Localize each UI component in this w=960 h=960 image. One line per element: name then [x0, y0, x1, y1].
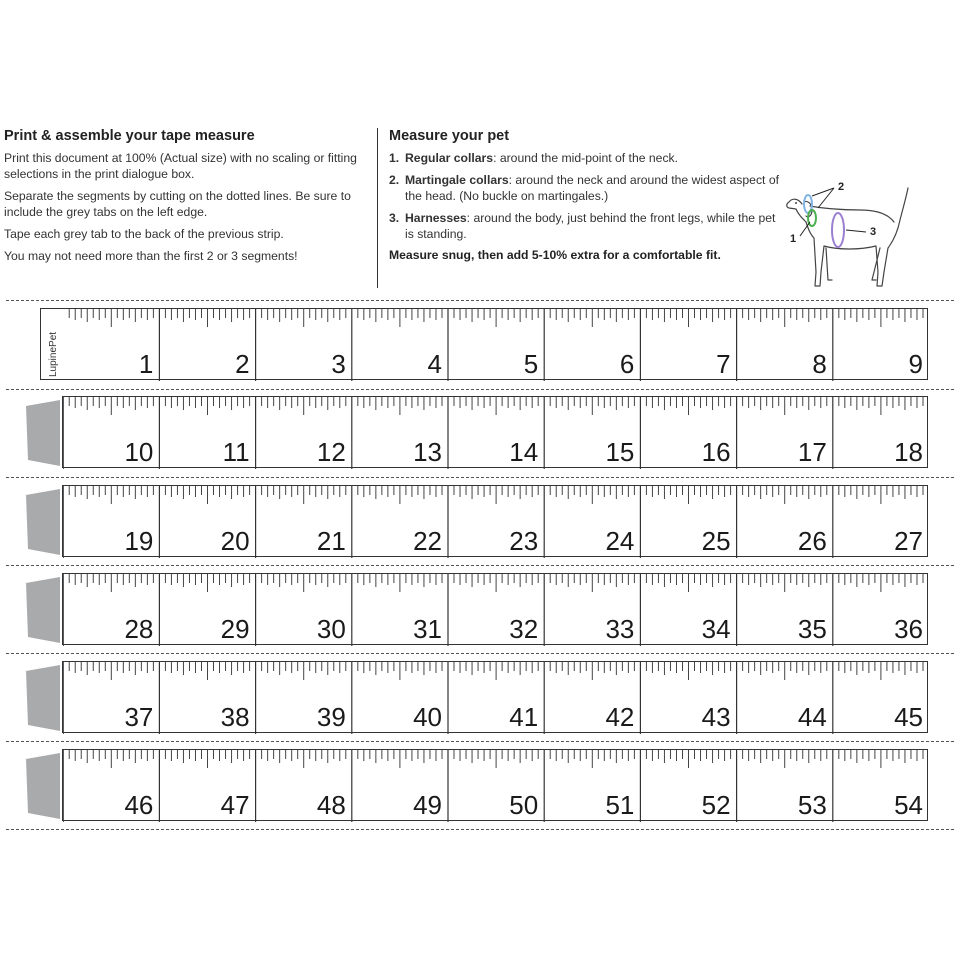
tape-number: 12	[316, 437, 346, 467]
tape-number: 21	[316, 526, 346, 556]
diagram-label-3: 3	[870, 226, 877, 238]
tape-number: 54	[894, 790, 923, 820]
tape-number: 37	[124, 702, 154, 732]
brand-text: LupinePet	[48, 331, 59, 377]
tape-number: 53	[797, 790, 827, 820]
tape-number: 8	[812, 349, 827, 379]
tape-number: 36	[894, 614, 923, 644]
tape-number: 4	[427, 349, 442, 379]
tape-number: 41	[509, 702, 539, 732]
tape-number: 14	[509, 437, 539, 467]
instruction-paragraph: Separate the segments by cutting on the dotted lines. Be sure to include the grey tabs on the left edge.	[4, 189, 351, 219]
tape-number: 28	[124, 614, 154, 644]
diagram-label-2: 2	[838, 181, 845, 193]
tape-number: 30	[316, 614, 346, 644]
tape-number: 11	[222, 437, 250, 467]
diagram-label-1: 1	[790, 233, 797, 245]
assembly-instructions	[4, 128, 370, 270]
tape-segment	[62, 485, 928, 557]
tape-strip	[0, 308, 960, 382]
tape-number: 46	[124, 790, 154, 820]
dog-eye	[795, 202, 797, 204]
measure-item-number: 3.	[389, 211, 400, 225]
tape-number: 27	[894, 526, 923, 556]
tape-number: 34	[701, 614, 731, 644]
tape-segment	[62, 661, 928, 733]
assembly-title: Print & assemble your tape measure	[4, 128, 255, 144]
tape-strip	[0, 661, 960, 735]
cut-line	[6, 300, 954, 301]
measure-item-text: : around the body, just behind the front legs, while the pet is standing.	[405, 211, 776, 241]
tape-number: 42	[605, 702, 635, 732]
tape-ruler	[63, 750, 929, 822]
tape-number: 1	[138, 349, 154, 379]
tape-number: 38	[220, 702, 250, 732]
grey-tab	[26, 489, 60, 555]
tape-segment	[62, 396, 928, 468]
grey-tab	[26, 577, 60, 643]
tape-number: 35	[797, 614, 827, 644]
harness-band	[832, 213, 844, 247]
tape-segment	[40, 308, 928, 380]
measure-item	[389, 172, 785, 204]
tape-number: 18	[894, 437, 923, 467]
measure-title: Measure your pet	[389, 128, 510, 144]
tape-number: 2	[235, 349, 250, 379]
measure-list	[389, 150, 809, 242]
tape-number: 19	[124, 526, 154, 556]
tape-number: 40	[413, 702, 442, 732]
tape-ruler	[63, 486, 929, 558]
tape-number: 43	[701, 702, 731, 732]
arrow-3	[846, 230, 866, 232]
measure-item-number: 1.	[389, 151, 400, 165]
fit-note: Measure snug, then add 5-10% extra for a comfortable fit.	[389, 248, 721, 262]
tape-number: 29	[220, 614, 250, 644]
tape-number: 5	[523, 349, 539, 379]
measure-item-term: Harnesses	[405, 211, 467, 225]
instruction-paragraph: Print this document at 100% (Actual size) with no scaling or fitting selections in the print dialogue box.	[4, 151, 357, 181]
measure-item-term: Regular collars	[405, 151, 494, 165]
tape-number: 24	[605, 526, 635, 556]
tape-number: 7	[716, 349, 731, 379]
dog-leg	[826, 248, 832, 280]
measure-instructions	[389, 128, 809, 262]
tape-segment	[62, 749, 928, 821]
tape-number: 26	[797, 526, 827, 556]
measure-item-term: Martingale collars	[405, 173, 509, 187]
tape-number: 50	[509, 790, 539, 820]
dog-back	[810, 206, 894, 222]
tape-ruler	[63, 574, 929, 646]
tape-number: 3	[331, 349, 346, 379]
tape-number: 17	[797, 437, 827, 467]
tape-strip	[0, 749, 960, 823]
tape-number: 22	[413, 526, 442, 556]
tape-number: 20	[220, 526, 250, 556]
cut-line	[6, 741, 954, 742]
cut-line	[6, 477, 954, 478]
tape-number: 48	[316, 790, 346, 820]
tape-number: 51	[605, 790, 635, 820]
cut-line	[6, 565, 954, 566]
tape-number: 52	[701, 790, 731, 820]
measure-item-text: : around the neck and around the widest aspect of the head. (No buckle on martingales.)	[405, 173, 779, 203]
instruction-paragraph: Tape each grey tab to the back of the previous strip.	[4, 227, 284, 241]
grey-tab	[26, 400, 60, 466]
tape-number: 9	[908, 349, 923, 379]
tape-number: 16	[701, 437, 731, 467]
tape-number: 25	[701, 526, 731, 556]
measure-item-number: 2.	[389, 173, 400, 187]
brand-mark	[43, 309, 61, 381]
tape-number: 49	[413, 790, 442, 820]
tape-number: 33	[605, 614, 635, 644]
tape-number: 31	[413, 614, 442, 644]
column-divider	[377, 128, 378, 288]
tape-number: 44	[797, 702, 827, 732]
tape-strip	[0, 573, 960, 647]
tape-number: 23	[509, 526, 539, 556]
cut-line	[6, 653, 954, 654]
measure-item	[389, 210, 785, 242]
tape-number: 32	[509, 614, 539, 644]
grey-tab	[26, 753, 60, 819]
tape-number: 47	[220, 790, 250, 820]
tape-number: 13	[413, 437, 442, 467]
tape-number: 6	[619, 349, 635, 379]
tape-ruler	[41, 309, 929, 381]
instruction-paragraph: You may not need more than the first 2 or 3 segments!	[4, 249, 298, 263]
grey-tab	[26, 665, 60, 731]
cut-line	[6, 389, 954, 390]
tape-number: 45	[894, 702, 923, 732]
dog-diagram	[780, 176, 920, 298]
tape-number: 39	[316, 702, 346, 732]
tape-number: 10	[124, 437, 154, 467]
tape-segment	[62, 573, 928, 645]
cut-line	[6, 829, 954, 830]
tape-ruler	[63, 662, 929, 734]
tape-strip	[0, 485, 960, 559]
tape-ruler	[63, 397, 929, 469]
measure-item	[389, 150, 809, 166]
measure-item-text: : around the mid-point of the neck.	[493, 151, 679, 165]
tape-number: 15	[605, 437, 635, 467]
tape-strip	[0, 396, 960, 470]
